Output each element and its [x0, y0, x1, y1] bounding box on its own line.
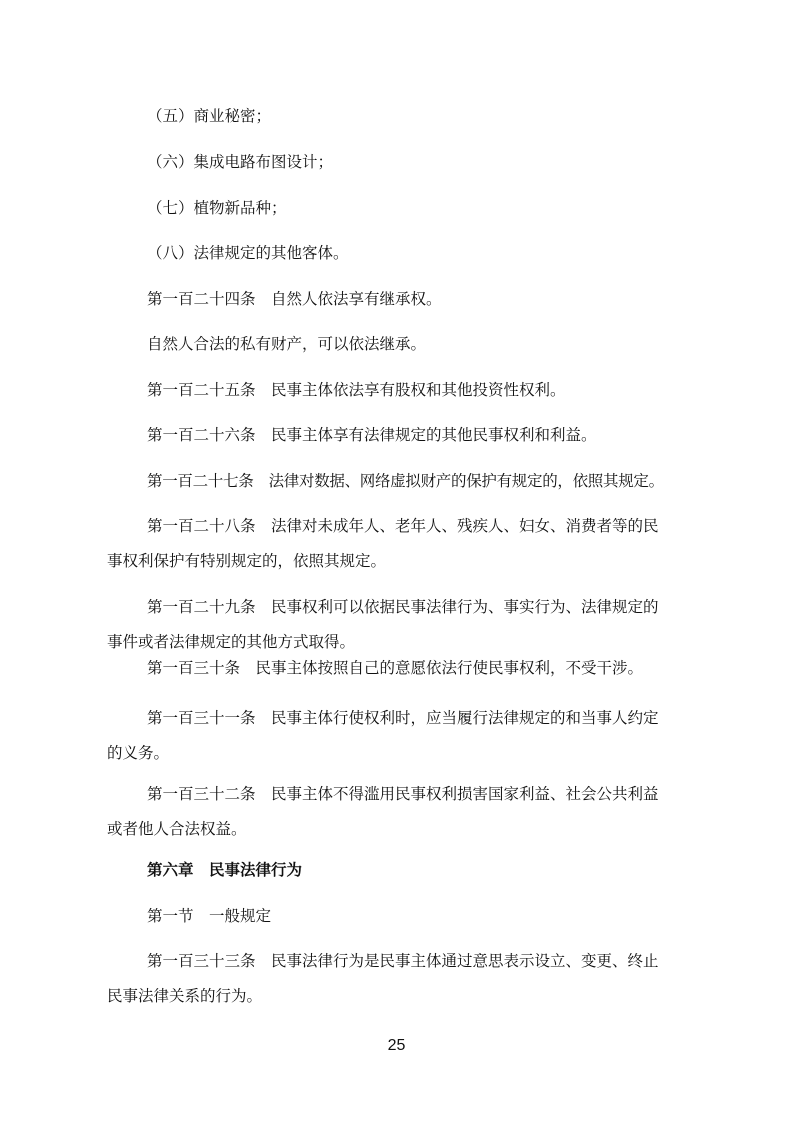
article-130: 第一百三十条 民事主体按照自己的意愿依法行使民事权利，不受干涉。 — [147, 659, 644, 677]
article-128: 第一百二十八条 法律对未成年人、老年人、残疾人、妇女、消费者等的民 事权利保护有特别规定的，依照其规定。 — [107, 517, 659, 570]
page-number: 25 — [387, 1037, 406, 1054]
article-132: 第一百三十二条 民事主体不得滥用民事权利损害国家利益、社会公共利益 或者他人合法权益。 — [107, 785, 659, 838]
article-126: 第一百二十六条 民事主体享有法律规定的其他民事权利和利益。 — [147, 426, 597, 444]
paragraph-item-6: （六）集成电路布图设计； — [147, 153, 334, 171]
paragraph-item-7: （七）植物新品种； — [147, 199, 287, 217]
section-heading: 第一节 一般规定 — [147, 907, 272, 925]
paragraph-item-8: （八）法律规定的其他客体。 — [147, 244, 349, 262]
article-129: 第一百二十九条 民事权利可以依据民事法律行为、事实行为、法律规定的 事件或者法律规定的其他方式取得。 — [107, 598, 659, 651]
article-125: 第一百二十五条 民事主体依法享有股权和其他投资性权利。 — [147, 381, 566, 399]
article-124-paragraph-2: 自然人合法的私有财产，可以依法继承。 — [147, 335, 427, 353]
article-131: 第一百三十一条 民事主体行使权利时，应当履行法律规定的和当事人约定 的义务。 — [107, 709, 659, 762]
article-124: 第一百二十四条 自然人依法享有继承权。 — [147, 290, 442, 308]
article-127: 第一百二十七条 法律对数据、网络虚拟财产的保护有规定的，依照其规定。 — [147, 472, 664, 490]
paragraph-item-5: （五）商业秘密； — [147, 107, 272, 125]
article-133: 第一百三十三条 民事法律行为是民事主体通过意思表示设立、变更、终止 民事法律关系的行为。 — [107, 952, 659, 1005]
chapter-heading: 第六章 民事法律行为 — [147, 861, 303, 879]
